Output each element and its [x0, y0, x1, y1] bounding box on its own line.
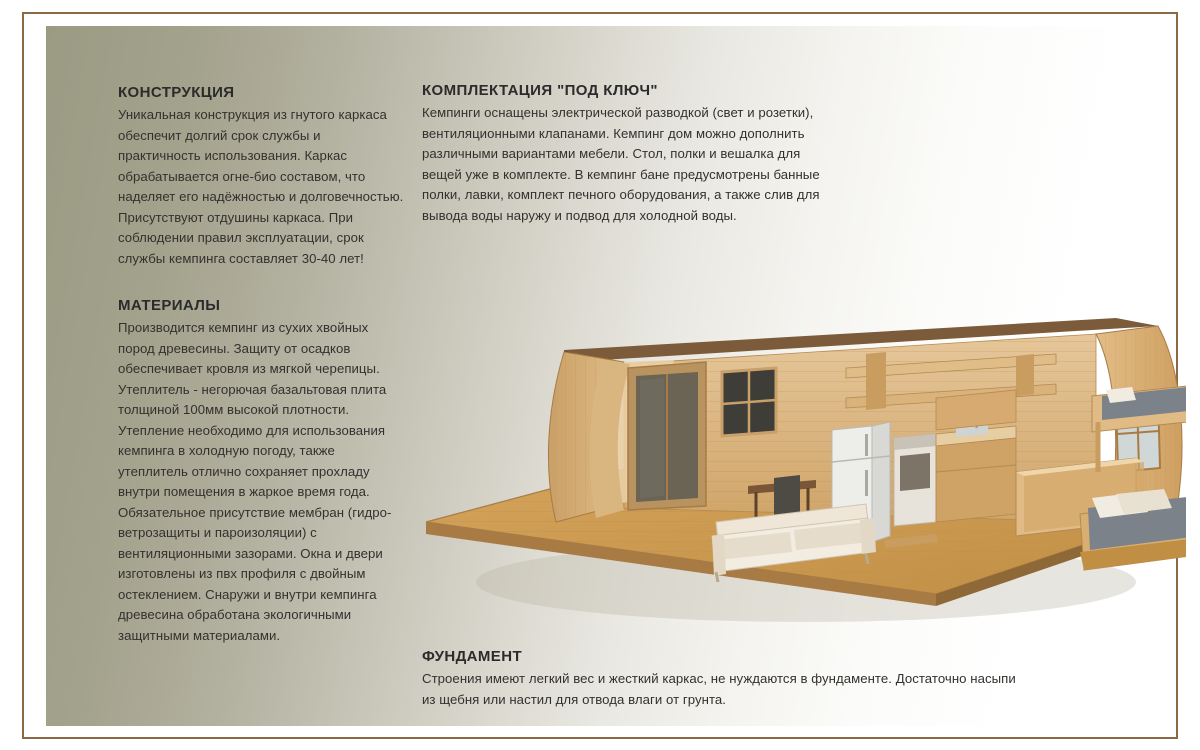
left-text-column	[118, 84, 406, 646]
section-title-materials: МАТЕРИАЛЫ	[118, 297, 221, 314]
camping-house-cutaway-illustration	[416, 222, 1186, 642]
frame-border-bottom	[22, 737, 1178, 739]
section-title-turnkey: КОМПЛЕКТАЦИЯ "ПОД КЛЮЧ"	[422, 82, 658, 99]
section-body-construction: Уникальная конструкция из гнутого каркаса обеспечит долгий срок службы и практичность использования. Каркас обрабатывается огне-био составом, что наделяет его надёжностью и долговечностью. Присутствуют отдушины каркаса. При соблюдении правил эксплуатации, срок службы кемпинга составляет 30-40 лет!	[118, 107, 404, 266]
right-text-column	[422, 82, 822, 226]
content-card	[46, 26, 1174, 726]
section-title-foundation: ФУНДАМЕНТ	[422, 648, 523, 665]
frame-border-left	[22, 12, 24, 739]
section-body-foundation: Строения имеют легкий вес и жесткий каркас, не нуждаются в фундаменте. Достаточно насыпи из щебня или настил для отвода влаги от грунта.	[422, 671, 1016, 707]
frame-border-top	[22, 12, 1178, 14]
section-title-construction: КОНСТРУКЦИЯ	[118, 84, 235, 101]
section-body-turnkey: Кемпинги оснащены электрической разводкой (свет и розетки), вентиляционными клапанами. Кемпинг дом можно дополнить различными вариантами мебели. Стол, полки и вешалка для вещей уже в комплекте. В кемпинг бане предусмотрены банные полки, лавки, комплект печного оборудования, а также слив для вывода воды наружу и подвод для холодной воды.	[422, 105, 820, 223]
section-body-materials: Производится кемпинг из сухих хвойных пород древесины. Защиту от осадков обеспечивает кровля из мягкой черепицы. Утеплитель - негорючая базальтовая плита толщиной 100мм высокой плотности. Утепление необходимо для использования кемпинга в холодную погоду, также утеплитель отлично сохраняет прохладу внутри помещения в жаркое время года. Обязательное присутствие мембран (гидро-ветрозащиты и пароизоляции) с вентиляционными зазорами. Окна и двери изготовлены из пвх профиля с двойным остеклением. Снаружи и внутри кемпинга древесина обработана экологичными защитными материалами.	[118, 320, 392, 643]
foundation-text-block	[422, 648, 1022, 710]
